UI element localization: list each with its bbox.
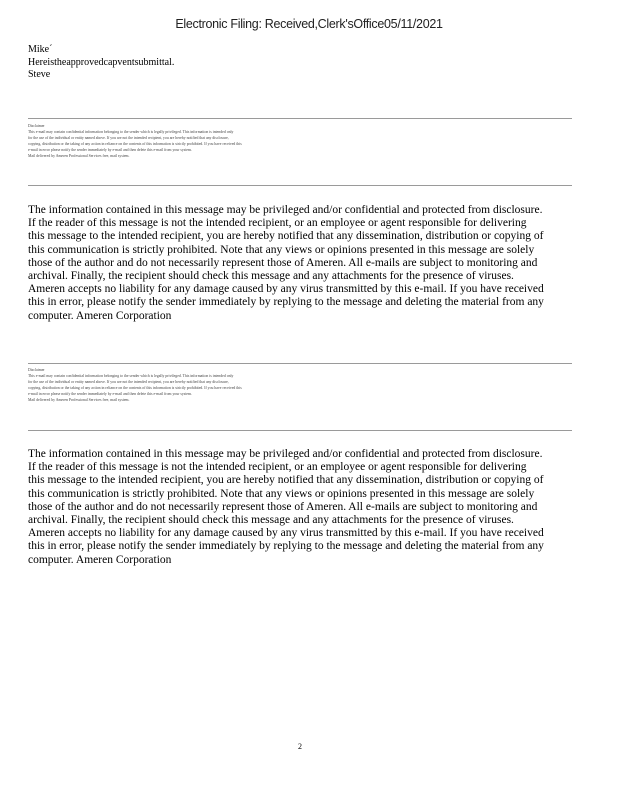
notice-line: this communication is strictly prohibited. Note that any views or opinions presented in this message are solely [28,487,535,500]
disclaimer-line: This e-mail may contain confidential information belonging to the sender which is legally privileged. This information is intended only [28,373,234,378]
page-number: 2 [298,742,302,751]
notice-line: computer. Ameren Corporation [28,553,172,566]
notice-line: The information contained in this message may be privileged and/or confidential and protected from disclosure. [28,448,543,460]
divider [28,430,572,431]
disclaimer-block [28,124,258,159]
notice-line: this in error, please notify the sender immediately by replying to the message and deleting the material from any [28,540,544,553]
confidentiality-notice [28,204,573,323]
notice-line: archival. Finally, the recipient should check this message and any attachments for the presence of viruses. [28,270,514,283]
divider [28,118,572,119]
disclaimer-line: Mail delivered by Ameren Professional Services free, mail system. [28,397,130,402]
disclaimer-title: Disclaimer [28,124,45,128]
notice-line: computer. Ameren Corporation [28,309,172,322]
divider [28,185,572,186]
email-greeting [28,44,174,82]
message-body: Hereistheapprovedcapventsubmittal. [28,56,175,68]
disclaimer-line: copying, distribution or the taking of any action in reliance on the contents of this information is strictly prohibited. If you have received this [28,141,242,146]
notice-line: If the reader of this message is not the intended recipient, or an employee or agent responsible for delivering [28,461,527,474]
notice-line: this communication is strictly prohibited. Note that any views or opinions presented in this message are solely [28,243,535,256]
notice-line: archival. Finally, the recipient should check this message and any attachments for the presence of viruses. [28,514,514,527]
notice-line: those of the author and do not necessarily represent those of Ameren. All e-mails are subject to monitoring and [28,256,538,269]
disclaimer-title: Disclaimer [28,368,45,372]
notice-line: this message to the intended recipient, you are hereby notified that any dissemination, distribution or copying of [28,230,544,243]
notice-line: Ameren accepts no liability for any damage caused by any virus transmitted by this e-mail. If you have received [28,283,544,296]
notice-line: The information contained in this message may be privileged and/or confidential and protected from disclosure. [28,204,543,216]
divider [28,363,572,364]
notice-line: those of the author and do not necessarily represent those of Ameren. All e-mails are subject to monitoring and [28,500,538,513]
filing-stamp-header: Electronic Filing: Received,Clerk'sOffice05/11/2021 [175,17,443,31]
disclaimer-line: e-mail in error please notify the sender immediately by e-mail and then delete this e-mail from your system. [28,391,192,396]
disclaimer-line: Mail delivered by Ameren Professional Services free, mail system. [28,153,130,158]
notice-line: this in error, please notify the sender immediately by replying to the message and deleting the material from any [28,296,544,309]
disclaimer-line: e-mail in error please notify the sender immediately by e-mail and then delete this e-mail from your system. [28,147,192,152]
disclaimer-line: copying, distribution or the taking of any action in reliance on the contents of this information is strictly prohibited. If you have received this [28,385,242,390]
notice-line: If the reader of this message is not the intended recipient, or an employee or agent responsible for delivering [28,217,527,230]
confidentiality-notice [28,448,573,567]
signature: Steve [28,69,51,80]
disclaimer-line: for the use of the individual or entity named above. If you are not the intended recipient, you are hereby notified that any disclosure, [28,379,229,384]
disclaimer-block [28,368,258,403]
disclaimer-line: for the use of the individual or entity named above. If you are not the intended recipient, you are hereby notified that any disclosure, [28,135,229,140]
notice-line: this message to the intended recipient, you are hereby notified that any dissemination, distribution or copying of [28,474,544,487]
salutation: Mike´ [28,44,53,55]
disclaimer-line: This e-mail may contain confidential information belonging to the sender which is legally privileged. This information is intended only [28,129,234,134]
notice-line: Ameren accepts no liability for any damage caused by any virus transmitted by this e-mail. If you have received [28,527,544,540]
